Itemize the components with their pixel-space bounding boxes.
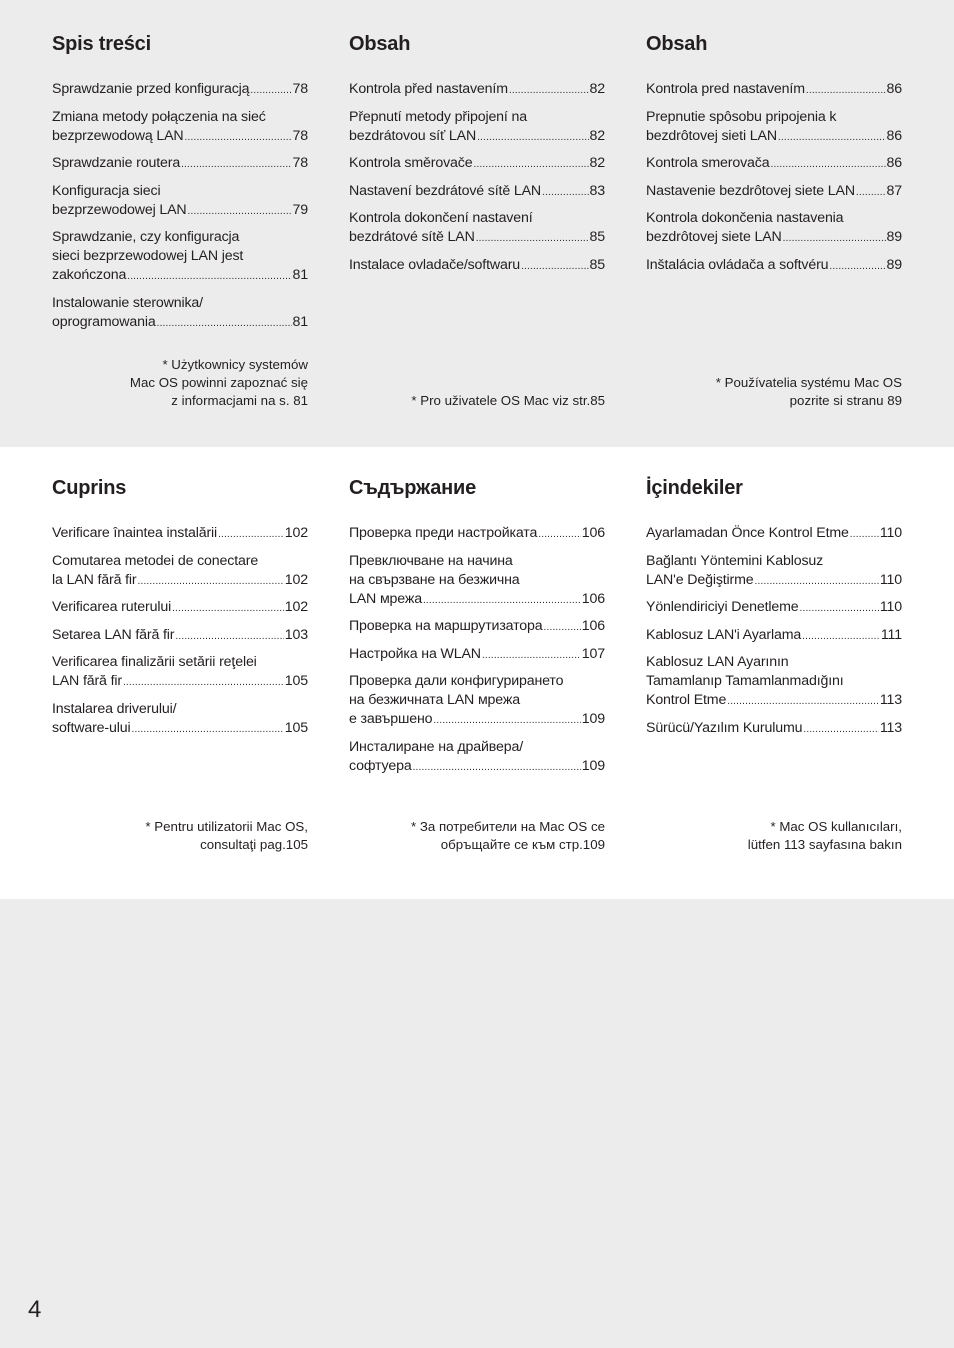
toc-entry-title: Kontrola pred nastavením — [646, 81, 805, 97]
toc-entry-page: 109 — [581, 711, 605, 727]
toc-column — [646, 447, 902, 899]
toc-entry[interactable] — [349, 154, 605, 174]
toc-entry-line: Kontrola dokončení nastavení — [349, 210, 533, 226]
toc-entry-title: bezdrôtovej sieti LAN — [646, 127, 777, 144]
toc-entry-page: 82 — [589, 81, 605, 97]
toc-entry-line: на свързване на безжична — [349, 571, 520, 588]
toc-entry-line: на безжичната LAN мрежа — [349, 692, 520, 708]
toc-entry-page: 82 — [589, 155, 605, 171]
toc-entry-title: Nastavenie bezdrôtovej siete LAN — [646, 182, 855, 199]
toc-entry[interactable] — [646, 524, 902, 544]
toc-entry-line: Comutarea metodei de conectare — [52, 552, 259, 569]
toc-entry-title: Setarea LAN fără fir — [52, 626, 175, 643]
toc-entry[interactable] — [52, 154, 308, 174]
toc-entry-line: Verificarea finalizării setării reţelei — [52, 654, 257, 670]
toc-entry[interactable] — [646, 182, 902, 202]
section-title: Cuprins — [52, 477, 127, 499]
toc-entry-title: Проверка на маршрутизатора — [349, 618, 543, 634]
toc-entry-line: Konfiguracja sieci — [52, 182, 161, 199]
section-title: Obsah — [646, 33, 708, 55]
mac-os-note: * Użytkownicy systemów Mac OS powinni zapoznać się z informacjami na s. 81 — [129, 357, 308, 408]
toc-entry-page: 86 — [886, 127, 902, 144]
toc-list — [52, 524, 308, 746]
toc-entry-title: Sürücü/Yazılım Kurulumu — [646, 719, 803, 736]
dot-leader — [137, 571, 283, 591]
toc-entry[interactable] — [52, 598, 308, 618]
dot-leader — [413, 757, 581, 777]
dot-leader — [770, 154, 885, 174]
dot-leader — [829, 256, 885, 276]
toc-entry[interactable] — [646, 719, 902, 739]
toc-entry[interactable] — [52, 228, 308, 286]
toc-entry-title: Verificare înaintea instalării — [52, 525, 218, 541]
toc-entry[interactable] — [646, 80, 902, 100]
toc-entry[interactable] — [52, 294, 308, 333]
toc-entry[interactable] — [349, 108, 605, 147]
toc-entry-line: Проверка дали конфигурирането — [349, 673, 564, 689]
toc-entry-title: bezprzewodowej LAN — [52, 201, 187, 218]
toc-band-middle — [0, 447, 954, 899]
toc-entry[interactable] — [349, 552, 605, 610]
toc-list — [349, 80, 605, 283]
toc-entry-page: 85 — [589, 256, 605, 273]
toc-entry-line: Instalarea driverului/ — [52, 700, 177, 717]
toc-entry-title: bezdrátovou síť LAN — [349, 127, 477, 144]
toc-entry-page: 106 — [581, 618, 605, 634]
toc-entry-title: Kontrol Etme — [646, 692, 727, 708]
dot-leader — [783, 228, 886, 248]
dot-leader — [185, 127, 292, 147]
toc-entry-title: LAN'e Değiştirme — [646, 571, 754, 588]
dot-leader — [727, 691, 879, 711]
toc-entry[interactable] — [52, 524, 308, 544]
mac-os-note: * Pro uživatele OS Mac viz str.85 — [411, 393, 605, 408]
toc-entry-title: software-ului — [52, 719, 131, 736]
section-title: Obsah — [349, 33, 411, 55]
toc-entry-title: Inštalácia ovládača a softvéru — [646, 256, 829, 273]
toc-column — [52, 447, 308, 899]
toc-entry-title: Ayarlamadan Önce Kontrol Etme — [646, 525, 849, 541]
toc-entry-title: LAN мрежа — [349, 590, 422, 607]
toc-entry[interactable] — [349, 182, 605, 202]
toc-entry-page: 103 — [284, 626, 308, 643]
mac-os-note: * Pentru utilizatorii Mac OS, consultaţi pag.105 — [145, 819, 308, 852]
toc-entry-line: Zmiana metody połączenia na sieć — [52, 108, 266, 125]
mac-os-note: * За потребители на Mac OS се обръщайте се към стр.109 — [410, 819, 605, 852]
dot-leader — [175, 626, 283, 646]
toc-entry-title: Настройка на WLAN — [349, 645, 481, 662]
dot-leader — [172, 598, 284, 618]
toc-entry-line: Превключване на начина — [349, 552, 513, 569]
toc-entry-title: bezprzewodową LAN — [52, 127, 184, 144]
toc-entry-page: 85 — [589, 229, 605, 245]
toc-entry-page: 78 — [292, 127, 308, 144]
dot-leader — [181, 154, 291, 174]
toc-entry-line: Přepnutí metody připojení na — [349, 108, 527, 125]
dot-leader — [802, 626, 880, 646]
toc-entry-title: Yönlendiriciyi Denetleme — [646, 599, 799, 615]
toc-entry-page: 113 — [879, 719, 902, 736]
dot-leader — [423, 590, 581, 610]
section-title: Съдържание — [349, 477, 477, 499]
toc-entry[interactable] — [349, 645, 605, 665]
page-number: 4 — [28, 1296, 42, 1323]
section-title: İçindekiler — [646, 477, 743, 499]
toc-entry-page: 102 — [284, 525, 308, 541]
dot-leader — [542, 182, 588, 202]
toc-entry-title: Kontrola směrovače — [349, 155, 473, 171]
dot-leader — [544, 617, 581, 637]
dot-leader — [800, 598, 879, 618]
toc-column — [646, 0, 902, 447]
toc-column — [349, 0, 605, 447]
toc-entry-page: 105 — [284, 673, 308, 689]
toc-entry[interactable] — [349, 524, 605, 544]
toc-entry[interactable] — [349, 209, 605, 248]
toc-entry-page: 106 — [581, 590, 605, 607]
toc-entry-page: 79 — [292, 201, 308, 218]
dot-leader — [509, 80, 589, 100]
dot-leader — [755, 571, 879, 591]
toc-entry-line: Prepnutie spôsobu pripojenia k — [646, 108, 837, 125]
dot-leader — [433, 710, 580, 730]
toc-entry-line: Tamamlanıp Tamamlanmadığını — [646, 673, 844, 689]
toc-list — [52, 80, 308, 340]
toc-column — [349, 447, 605, 899]
toc-entry-page: 113 — [879, 692, 902, 708]
dot-leader — [521, 256, 588, 276]
dot-leader — [218, 524, 284, 544]
toc-entry[interactable] — [646, 552, 902, 591]
dot-leader — [188, 201, 292, 221]
toc-entry-title: Verificarea ruterului — [52, 599, 172, 615]
toc-entry-line: Instalowanie sterownika/ — [52, 294, 203, 311]
toc-entry-page: 89 — [886, 229, 902, 245]
toc-entry-page: 110 — [879, 599, 902, 615]
toc-entry-page: 87 — [886, 182, 902, 199]
dot-leader — [123, 672, 284, 692]
toc-entry-title: Kontrola před nastavením — [349, 81, 508, 97]
dot-leader — [476, 228, 589, 248]
toc-entry-title: Nastavení bezdrátové sítě LAN — [349, 182, 542, 199]
dot-leader — [473, 154, 588, 174]
section-title: Spis treści — [52, 33, 151, 55]
toc-entry[interactable] — [646, 108, 902, 147]
toc-entry-page: 86 — [886, 155, 902, 171]
toc-entry-title: bezdrátové sítě LAN — [349, 229, 475, 245]
toc-entry[interactable] — [52, 653, 308, 692]
toc-entry-page: 82 — [589, 127, 605, 144]
dot-leader — [806, 80, 886, 100]
toc-entry-page: 83 — [589, 182, 605, 199]
toc-entry[interactable] — [646, 209, 902, 248]
toc-entry-title: Kontrola smerovača — [646, 155, 770, 171]
toc-entry[interactable] — [349, 738, 605, 777]
toc-entry[interactable] — [52, 700, 308, 739]
toc-entry-title: Sprawdzanie przed konfiguracją — [52, 81, 250, 97]
dot-leader — [803, 719, 878, 739]
toc-entry-page: 89 — [886, 256, 902, 273]
toc-entry-title: софтуера — [349, 757, 412, 774]
dot-leader — [856, 182, 886, 202]
toc-entry-title: Kablosuz LAN'i Ayarlama — [646, 626, 802, 643]
toc-entry-title: LAN fără fir — [52, 673, 122, 689]
toc-entry-page: 111 — [880, 626, 902, 643]
toc-entry-page: 102 — [284, 599, 308, 615]
toc-list — [646, 80, 902, 283]
toc-band-top — [0, 0, 954, 447]
dot-leader — [477, 127, 588, 147]
dot-leader — [250, 80, 291, 100]
toc-entry-title: oprogramowania — [52, 313, 156, 330]
toc-entry-title: Instalace ovladače/softwaru — [349, 256, 521, 273]
toc-entry[interactable] — [349, 672, 605, 730]
dot-leader — [778, 127, 886, 147]
toc-entry-title: bezdrôtovej siete LAN — [646, 229, 782, 245]
toc-entry[interactable] — [349, 80, 605, 100]
toc-entry[interactable] — [52, 552, 308, 591]
toc-entry[interactable] — [52, 626, 308, 646]
dot-leader — [127, 266, 291, 286]
toc-entry-line: Kontrola dokončenia nastavenia — [646, 210, 844, 226]
toc-entry-page: 110 — [879, 525, 902, 541]
toc-entry-title: Sprawdzanie routera — [52, 155, 181, 171]
dot-leader — [850, 524, 879, 544]
dot-leader — [538, 524, 581, 544]
toc-entry[interactable] — [349, 617, 605, 637]
toc-entry-title: Проверка преди настройката — [349, 525, 538, 541]
toc-entry-line: Инсталиране на драйвера/ — [349, 738, 524, 755]
toc-entry-page: 81 — [292, 267, 308, 283]
toc-entry-page: 81 — [292, 313, 308, 330]
toc-entry[interactable] — [52, 108, 308, 147]
dot-leader — [131, 719, 283, 739]
toc-entry-title: zakończona — [52, 267, 127, 283]
dot-leader — [482, 645, 581, 665]
toc-entry[interactable] — [646, 154, 902, 174]
mac-os-note: * Používatelia systému Mac OS pozrite si stranu 89 — [715, 375, 902, 408]
toc-entry-title: е завършено — [349, 711, 433, 727]
dot-leader — [157, 313, 292, 333]
toc-entry-line: Bağlantı Yöntemini Kablosuz — [646, 552, 824, 569]
toc-entry-page: 110 — [879, 571, 902, 588]
toc-entry-page: 102 — [284, 571, 308, 588]
toc-entry-page: 105 — [284, 719, 308, 736]
toc-entry-page: 109 — [581, 757, 605, 774]
toc-entry-page: 106 — [581, 525, 605, 541]
toc-list — [349, 524, 605, 784]
toc-entry-line: Sprawdzanie, czy konfiguracja — [52, 229, 240, 245]
toc-entry[interactable] — [349, 256, 605, 276]
toc-entry[interactable] — [52, 80, 308, 100]
mac-os-note: * Mac OS kullanıcıları, lütfen 113 sayfasına bakın — [747, 819, 902, 852]
toc-list — [646, 524, 902, 746]
toc-entry-line: sieci bezprzewodowej LAN jest — [52, 248, 244, 264]
toc-entry[interactable] — [646, 256, 902, 276]
toc-entry[interactable] — [646, 598, 902, 618]
toc-column — [52, 0, 308, 447]
toc-entry-line: Kablosuz LAN Ayarının — [646, 654, 789, 670]
toc-entry-page: 86 — [886, 81, 902, 97]
toc-entry-title: la LAN fără fir — [52, 571, 137, 588]
toc-entry-page: 78 — [292, 155, 308, 171]
toc-entry[interactable] — [52, 182, 308, 221]
toc-entry[interactable] — [646, 653, 902, 711]
toc-entry-page: 78 — [292, 81, 308, 97]
toc-entry[interactable] — [646, 626, 902, 646]
toc-entry-page: 107 — [581, 645, 605, 662]
